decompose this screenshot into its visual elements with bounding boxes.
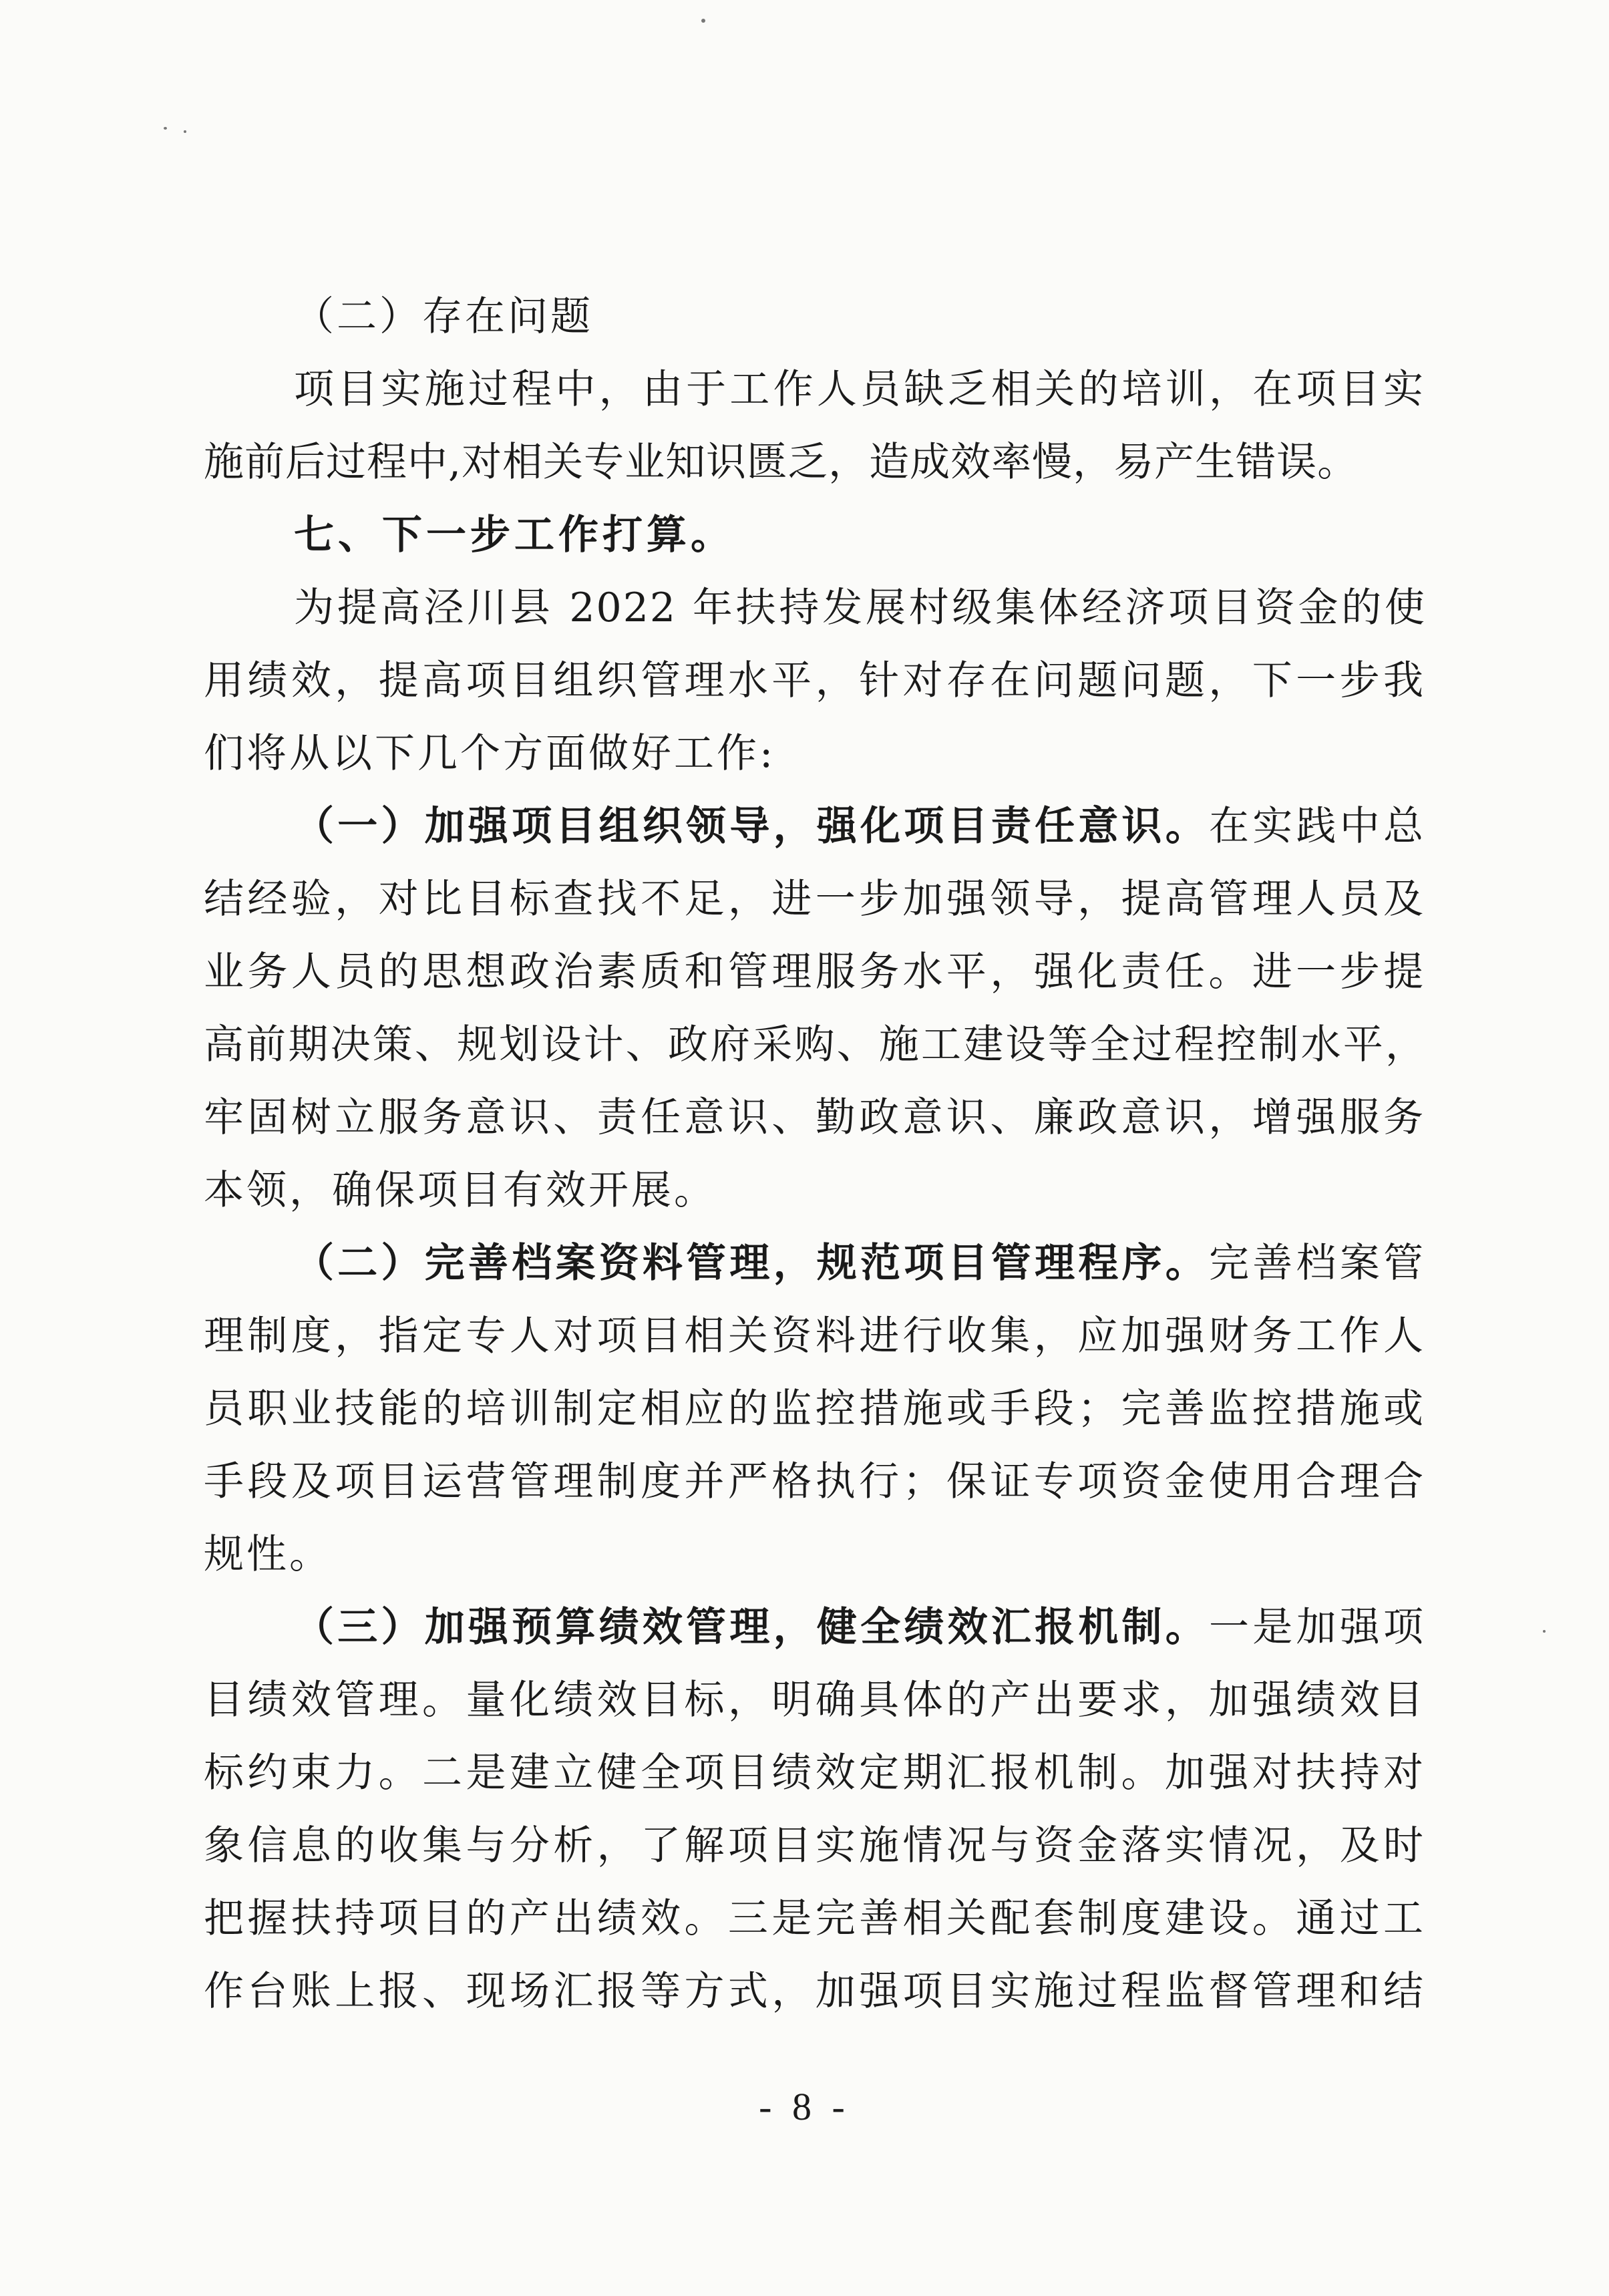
paragraph-line [204, 645, 1426, 717]
line-text: 把握扶持项目的产出绩效。三是完善相关配套制度建设。通过工 [204, 1895, 1426, 1942]
line-text: 高前期决策、规划设计、政府采购、施工建设等全过程控制水平， [204, 1021, 1426, 1068]
paragraph-line [204, 936, 1426, 1009]
line-text: 一是加强项 [1209, 1604, 1427, 1651]
section-heading-next-steps [204, 499, 1426, 572]
line-text: 象信息的收集与分析，了解项目实施情况与资金落实情况，及时 [204, 1822, 1426, 1869]
line-text: 员职业技能的培训制定相应的监控措施或手段；完善监控措施或 [204, 1385, 1426, 1432]
paragraph-line [204, 1591, 1426, 1664]
line-text: 手段及项目运营管理制度并严格执行；保证专项资金使用合理合 [204, 1458, 1426, 1505]
paragraph-line [204, 1518, 1426, 1591]
line-text: 用绩效，提高项目组织管理水平，针对存在问题问题，下一步我 [204, 657, 1426, 704]
paragraph-line [204, 1082, 1426, 1154]
paragraph-line [204, 790, 1426, 863]
paragraph-line [204, 1955, 1426, 2028]
paragraph-line [204, 1810, 1426, 1882]
line-text: 在实践中总 [1209, 803, 1427, 850]
paragraph-line [204, 1882, 1426, 1955]
paragraph-line [204, 426, 1426, 499]
paragraph-line [204, 1446, 1426, 1518]
line-text: 目绩效管理。量化绩效目标，明确具体的产出要求，加强绩效目 [204, 1677, 1426, 1724]
line-text: 结经验，对比目标查找不足，进一步加强领导，提高管理人员及 [204, 876, 1426, 923]
paragraph-line [204, 717, 1426, 790]
line-text: 为提高泾川县 2022 年扶持发展村级集体经济项目资金的使 [294, 585, 1426, 631]
scan-speck [184, 130, 186, 133]
paragraph-line [204, 353, 1426, 426]
paragraph-line [204, 1737, 1426, 1810]
subsection-heading-problems [204, 281, 1426, 353]
line-bold-text: 七、下一步工作打算。 [294, 512, 735, 558]
paragraph-line [204, 1227, 1426, 1300]
paragraph-line [204, 863, 1426, 936]
line-text: 标约束力。二是建立健全项目绩效定期汇报机制。加强对扶持对 [204, 1750, 1426, 1796]
line-text: 规性。 [204, 1531, 332, 1578]
line-bold-text: （一）加强项目组织领导，强化项目责任意识。 [294, 803, 1210, 850]
line-bold-text: （二）完善档案资料管理，规范项目管理程序。 [294, 1240, 1210, 1287]
paragraph-line [204, 1300, 1426, 1373]
paragraph-line [204, 572, 1426, 645]
document-body [204, 281, 1426, 2028]
line-text: 牢固树立服务意识、责任意识、勤政意识、廉政意识，增强服务 [204, 1094, 1426, 1141]
line-text: 项目实施过程中，由于工作人员缺乏相关的培训，在项目实 [294, 366, 1426, 413]
line-text: 作台账上报、现场汇报等方式，加强项目实施过程监督管理和结 [204, 1968, 1426, 2015]
line-text: 理制度，指定专人对项目相关资料进行收集，应加强财务工作人 [204, 1313, 1426, 1359]
page-number: - 8 - [759, 2085, 850, 2128]
paragraph-line [204, 1664, 1426, 1737]
line-text: 业务人员的思想政治素质和管理服务水平，强化责任。进一步提 [204, 949, 1426, 995]
line-text: 完善档案管 [1209, 1240, 1427, 1287]
line-text: 施前后过程中,对相关专业知识匮乏，造成效率慢，易产生错误。 [204, 439, 1359, 486]
scan-speck [701, 19, 705, 23]
scan-speck [164, 127, 167, 130]
line-text: 本领，确保项目有效开展。 [204, 1167, 717, 1214]
scan-speck [1543, 1630, 1546, 1633]
paragraph-line [204, 1373, 1426, 1446]
line-text: 们将从以下几个方面做好工作: [204, 730, 776, 777]
line-bold-text: （三）加强预算绩效管理，健全绩效汇报机制。 [294, 1604, 1210, 1651]
paragraph-line [204, 1009, 1426, 1082]
line-text: （二）存在问题 [294, 293, 593, 340]
paragraph-line [204, 1154, 1426, 1227]
